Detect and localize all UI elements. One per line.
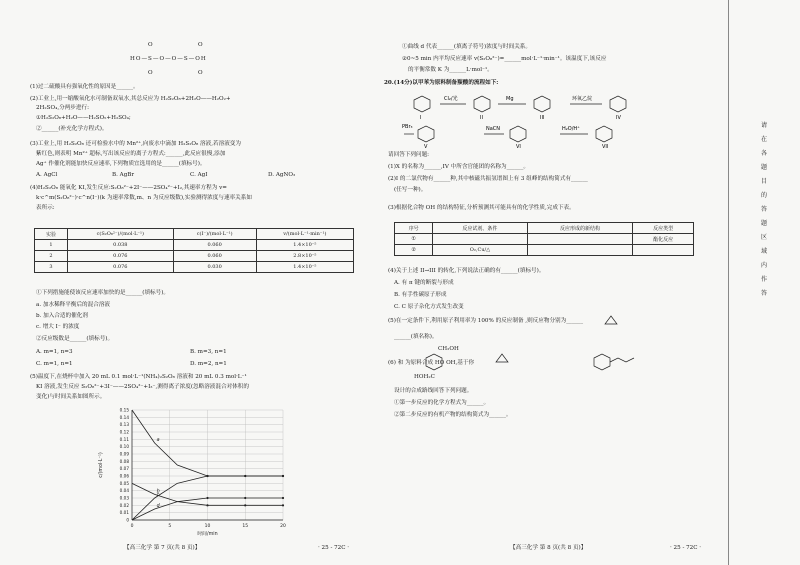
y-tick-label: 0.08: [119, 458, 129, 464]
table-row: [395, 245, 694, 256]
side-char: 内: [761, 262, 768, 269]
data-point: [244, 504, 246, 506]
series-label: a: [156, 438, 160, 443]
y-tick-label: 0.01: [119, 510, 129, 516]
q3-line1: (3)工业上,用 H₂S₂O₈ 还可检验水中的 Mn²⁺,向废水中滴加 H₂S₂O₈ 溶液,若溶液变为: [30, 141, 241, 147]
data-point: [244, 497, 246, 499]
p6-hoh2c: HOH₂C: [414, 374, 435, 380]
y-tick-label: 0.07: [119, 466, 129, 472]
q3-option-a: A. AgCl: [36, 172, 58, 178]
side-char: 各: [761, 150, 768, 157]
q4-sub1: ①下列措施能使该反应速率加快的是______(填标号)。: [36, 290, 170, 296]
p5-line2: ______(填名称)。: [394, 334, 438, 340]
y-tick-label: 0.03: [119, 495, 129, 501]
y-tick-label: 0.11: [119, 436, 129, 442]
series-label: b: [156, 489, 160, 495]
compound-label: VI: [516, 144, 521, 148]
compound-label: II: [480, 115, 483, 121]
properties-table: [394, 222, 694, 256]
table-cell: [527, 245, 633, 256]
p4-option-a: A. 有 π 键的断裂与形成: [394, 280, 454, 286]
q3-option-b: B. AgBr: [112, 172, 135, 178]
data-point: [282, 475, 284, 477]
q2-line2: 2H₂SO₄,分两步进行:: [36, 105, 89, 111]
table-header: c(I⁻)/(mol·L⁻¹): [173, 229, 256, 240]
reagent: NaCN: [486, 126, 501, 132]
y-tick-label: 0.12: [119, 429, 129, 435]
y-tick-label: 0.05: [119, 480, 129, 486]
data-point: [282, 504, 284, 506]
p1-text: (1)X 的名称为______,IV 中所含官能团的名称为______。: [388, 164, 529, 170]
concentration-time-chart: [88, 402, 298, 542]
footer-page-7: 【高三化学 第 7 页(共 8 页)】: [124, 545, 201, 551]
epoxide-structure: [602, 314, 620, 326]
q4-sub1-option-b: b. 加入合适的催化剂: [36, 313, 88, 319]
answer-prompt: 请回答下列问题:: [388, 152, 430, 158]
table-header: 反应类型: [633, 223, 694, 234]
side-char: 在: [761, 136, 768, 143]
y-tick-label: 0.15: [119, 407, 129, 413]
q3-option-c: C. AgI: [190, 172, 208, 178]
p4-option-b: B. 有手性碳原子形成: [394, 292, 447, 298]
table-cell: 0.060: [173, 240, 256, 251]
p6-line2: 设计的合成路线回答下列问题。: [394, 388, 473, 394]
q4-line1: (4)H₂S₂O₈ 能氧化 KI,发生反应:S₂O₈²⁻+2I⁻——2SO₄²⁻+I₂,其速率方程为 v=: [30, 185, 227, 191]
table-row: [35, 262, 354, 273]
data-point: [206, 497, 208, 499]
q2-line4: ②______(补充化学方程式)。: [36, 126, 108, 132]
table-cell: 0.038: [68, 240, 174, 251]
p6-line3: ①第一步反应的化学方程式为______。: [394, 400, 490, 406]
q4-sub2-option-d: D. m=2, n=1: [190, 361, 227, 367]
table-cell: 2: [35, 251, 68, 262]
reagent: Mg: [506, 96, 514, 102]
table-cell: [433, 234, 527, 245]
p2-line2: (任写一种)。: [394, 187, 427, 193]
table-cell: O₂,Cu/△: [433, 245, 527, 256]
table-row: [35, 240, 354, 251]
table-cell: 0.076: [68, 251, 174, 262]
side-char: 区: [761, 234, 768, 241]
compound-label: IV: [616, 115, 621, 121]
q4-line3: 表所示:: [36, 205, 55, 211]
compound-label: III: [540, 115, 545, 121]
y-tick-label: 0.02: [119, 502, 129, 508]
table-row: [395, 234, 694, 245]
compound-label: I: [420, 115, 422, 121]
table-header: 序号: [395, 223, 433, 234]
q3-option-d: D. AgNO₃: [268, 172, 296, 178]
r-line1: ①曲线 d 代表______(填离子符号)浓度与时间关系。: [402, 44, 531, 50]
q5-line1: (5)温度下,在烧杯中加入 20 mL 0.1 mol·L⁻¹(NH₄)₂S₂O₈ 溶液和 20 mL 0.3 mol·L⁻¹: [30, 374, 247, 380]
synthesis-flow-diagram: [400, 88, 720, 148]
q4-sub1-option-c: c. 增大 I⁻ 的浓度: [36, 324, 80, 330]
q3-line2: 紫红色,则表明 Mn²⁺ 超标,写出该反应的离子方程式:______,此反应很慢,添加: [36, 151, 226, 157]
table-cell: 0.030: [173, 262, 256, 273]
footer-code-left: · 25 - 72C ·: [318, 545, 350, 551]
y-axis-label: c/(mol·L⁻¹): [99, 452, 104, 478]
side-char: 的: [761, 192, 768, 199]
table-header-row: [35, 229, 354, 240]
data-point: [206, 475, 208, 477]
series-label: c: [156, 493, 160, 498]
q3-line3: Ag⁺ 作催化剂能加快反应速率,下列物质宜选用的是______(填标号)。: [36, 161, 206, 167]
table-cell: 3: [35, 262, 68, 273]
p2-line1: (2)I 的二氯代物有______种,其中核磁共振氢谱图上有 3 组峰的结构简式有______: [388, 176, 588, 182]
table-header: v/(mol·L⁻¹·min⁻¹): [256, 229, 353, 240]
table-cell: ②: [395, 245, 433, 256]
r-line3: 的平衡常数 K 为______L·mol⁻¹。: [408, 67, 493, 73]
q4-sub2-option-c: C. m=1, n=1: [36, 361, 73, 367]
q1-text: (1)过二硫酸具有强氧化性的原因是______。: [30, 84, 139, 90]
compound-label: V: [424, 144, 428, 148]
reagent: Cl₂/光: [444, 96, 458, 102]
answer-notice-strip: [728, 0, 800, 565]
q2-line1: (2)工业上,用一缩酸氧化水可制备双氧水,其总反应为 H₂S₂O₈+2H₂O——H₂O₂+: [30, 96, 231, 102]
table-header: c(S₂O₈²⁻)/(mol·L⁻¹): [68, 229, 174, 240]
x-tick-label: 20: [280, 524, 286, 529]
p5-line1: (5)在一定条件下,利用原子利用率为 100% 的反应制备 ,则反应物分别为______: [388, 318, 584, 324]
side-char: 作: [761, 276, 768, 283]
structure-formula: HO—S—O—O—S—OH: [130, 56, 207, 62]
compound-label: VII: [602, 144, 609, 148]
p6-line4: ②第二步反应的有机产物的结构简式为______。: [394, 412, 512, 418]
table-cell: 1.4×10⁻⁵: [256, 262, 353, 273]
y-tick-label: 0.13: [119, 422, 129, 428]
side-char: 题: [761, 164, 768, 171]
table-cell: [527, 234, 633, 245]
side-char: 域: [761, 248, 768, 255]
structure-label-2: O: [198, 42, 203, 48]
q5-line2: KI 溶液,发生反应 S₂O₈²⁻+3I⁻——2SO₄²⁻+I₃⁻,测得离子浓度(忽略溶液混合对体积的: [36, 384, 249, 390]
structure-label-4: O: [198, 70, 203, 76]
q4-sub1-option-a: a. 加水稀释平衡后的混合溶液: [36, 302, 111, 308]
x-tick-label: 10: [204, 524, 211, 529]
benzene-ring: [414, 96, 626, 142]
table-cell: 2.8×10⁻⁵: [256, 251, 353, 262]
y-tick-label: 0: [126, 517, 129, 523]
y-tick-label: 0.09: [119, 451, 129, 457]
reagent: PBr₃: [402, 124, 413, 130]
table-row: [35, 251, 354, 262]
reagent: H₂O/H⁺: [562, 126, 580, 132]
y-tick-label: 0.14: [119, 414, 129, 420]
table-cell: 酯化反应: [633, 234, 694, 245]
table-header: 反应形成的新结构: [527, 223, 633, 234]
side-char: 答: [761, 206, 768, 213]
p4-text: (4)关于上述 II→III 的转化,下列说法正确的有______(填标号)。: [388, 268, 545, 274]
data-point: [244, 475, 246, 477]
y-tick-label: 0.04: [119, 488, 129, 494]
p6-line1: (6) 和 为原料合成 HO OH,基于你: [388, 360, 475, 366]
y-tick-label: 0.06: [119, 473, 129, 479]
table-cell: 0.060: [173, 251, 256, 262]
table-cell: [633, 245, 694, 256]
footer-code-right: · 25 - 72C ·: [670, 545, 702, 551]
q20-title: 20.(14分)以甲苯为原料制备羰酸的流程如下:: [384, 80, 499, 86]
q4-sub2-option-b: B. m=3, n=1: [190, 349, 227, 355]
p4-option-c: C. C 原子杂化方式发生改变: [394, 304, 464, 310]
p6-structures: [414, 348, 694, 378]
series-label: d: [156, 504, 160, 509]
x-tick-label: 15: [242, 524, 249, 529]
q4-sub2-option-a: A. m=1, n=3: [36, 349, 73, 355]
side-char: 答: [761, 290, 768, 297]
table-header-row: [395, 223, 694, 234]
data-point: [282, 497, 284, 499]
r-line2: ②0~5 min 内平均反应速率 v(S₂O₈²⁻)=______mol·L⁻¹·min⁻¹。该温度下,该反应: [402, 56, 607, 62]
footer-page-8: 【高三化学 第 8 页(共 8 页)】: [510, 545, 587, 551]
table-header: 实验: [35, 229, 68, 240]
structure-label-3: O: [148, 70, 153, 76]
p3-text: (3)根据化合物 OH 的结构特征,分析预测其可能具有的化学性质,完成下表。: [388, 205, 575, 211]
table-cell: 1.4×10⁻⁵: [256, 240, 353, 251]
y-tick-label: 0.10: [119, 444, 129, 450]
table-cell: 1: [35, 240, 68, 251]
page-8: [384, 0, 730, 565]
q4-line2: k·c^m(S₂O₈²⁻)·c^n(I⁻)(k 为速率常数,m、n 为反应级数),实验测得浓度与速率关系如: [36, 195, 252, 201]
table-header: 反应试剂、条件: [433, 223, 527, 234]
x-tick-label: 0: [130, 524, 134, 529]
structure-label-1: O: [148, 42, 153, 48]
side-char: 请: [761, 122, 768, 129]
rate-table: [34, 228, 354, 273]
q4-sub2: ②反应级数是______(填标号)。: [36, 336, 114, 342]
x-axis-label: 时间/min: [197, 532, 218, 537]
reagent: 环氧乙烷: [572, 96, 593, 102]
side-char: 目: [761, 178, 768, 185]
table-cell: 0.076: [68, 262, 174, 273]
q5-line3: 变化)与时间关系如图所示。: [36, 394, 106, 400]
x-tick-label: 5: [168, 524, 172, 529]
table-cell: ①: [395, 234, 433, 245]
p6-ch2oh: CH₂OH: [438, 346, 459, 352]
q2-line3: ①H₂S₂O₈+H₂O——H₂SO₅+H₂SO₄;: [36, 115, 131, 121]
side-char: 题: [761, 220, 768, 227]
data-point: [206, 504, 208, 506]
